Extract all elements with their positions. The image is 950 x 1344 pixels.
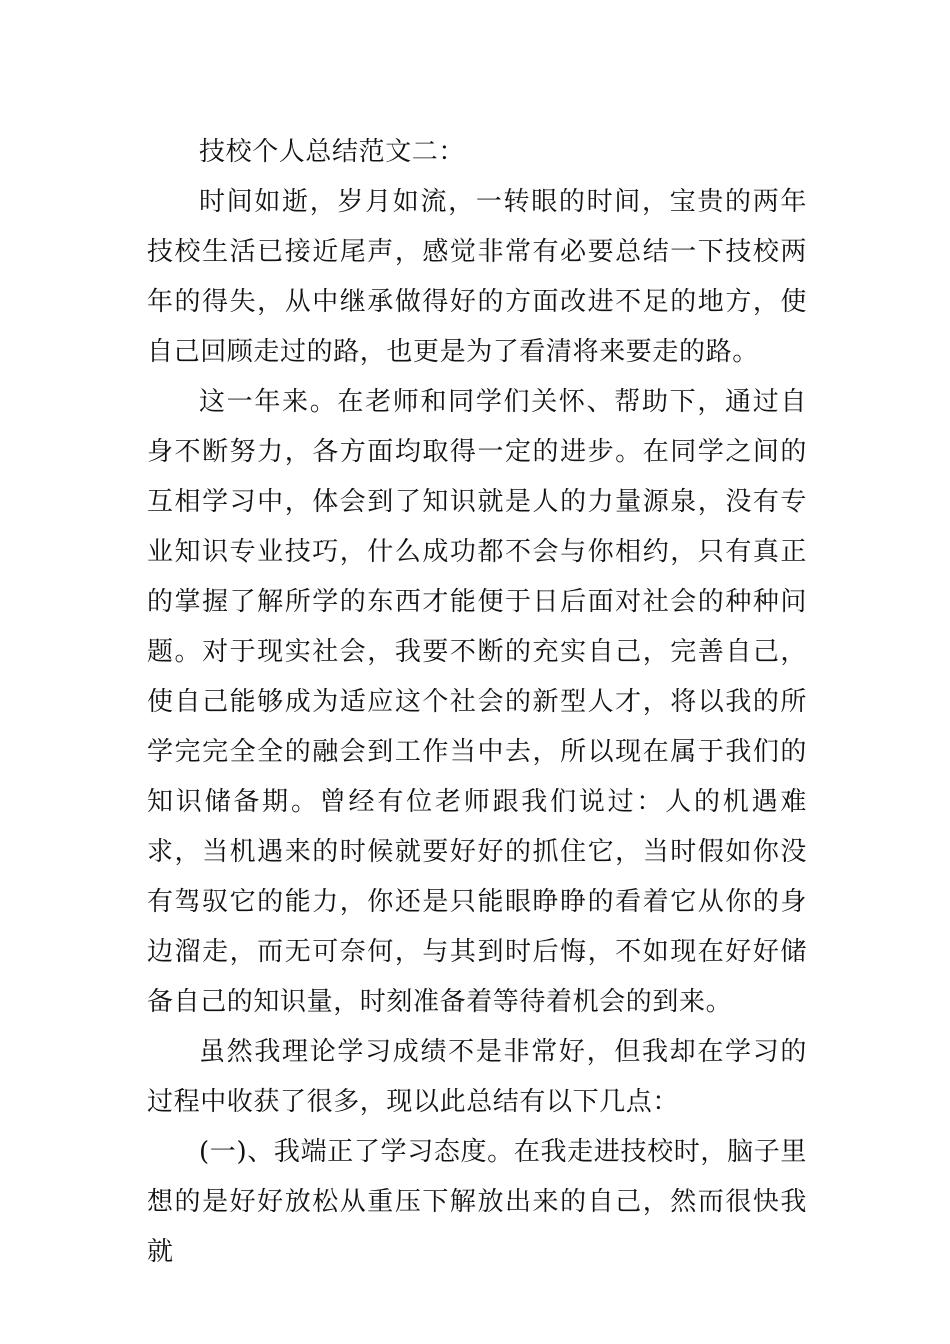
document-heading: 技校个人总结范文二： [199, 137, 466, 167]
document-page [147, 127, 807, 1277]
paragraph-4: (一)、我端正了学习态度。在我走进技校时，脑子里想的是好好放松从重压下解放出来的自己，然而很快我就 [147, 1137, 807, 1267]
paragraph-3: 虽然我理论学习成绩不是非常好，但我却在学习的过程中收获了很多，现以此总结有以下几点： [147, 1037, 807, 1117]
paragraph-1: 时间如逝，岁月如流，一转眼的时间，宝贵的两年技校生活已接近尾声，感觉非常有必要总结一下技校两年的得失，从中继承做得好的方面改进不足的地方，使自己回顾走过的路，也更是为了看清将来要走的路。 [147, 187, 807, 367]
paragraph-2: 这一年来。在老师和同学们关怀、帮助下，通过自身不断努力，各方面均取得一定的进步。在同学之间的互相学习中，体会到了知识就是人的力量源泉，没有专业知识专业技巧，什么成功都不会与你相约，只有真正的掌握了解所学的东西才能便于日后面对社会的种种问题。对于现实社会，我要不断的充实自己，完善自己，使自己能够成为适应这个社会的新型人才，将以我的所学完完全全的融会到工作当中去，所以现在属于我们的知识储备期。曾经有位老师跟我们说过：人的机遇难求，当机遇来的时候就要好好的抓住它，当时假如你没有驾驭它的能力，你还是只能眼睁睁的看着它从你的身边溜走，而无可奈何，与其到时后悔，不如现在好好储备自己的知识量，时刻准备着等待着机会的到来。 [147, 387, 807, 1017]
